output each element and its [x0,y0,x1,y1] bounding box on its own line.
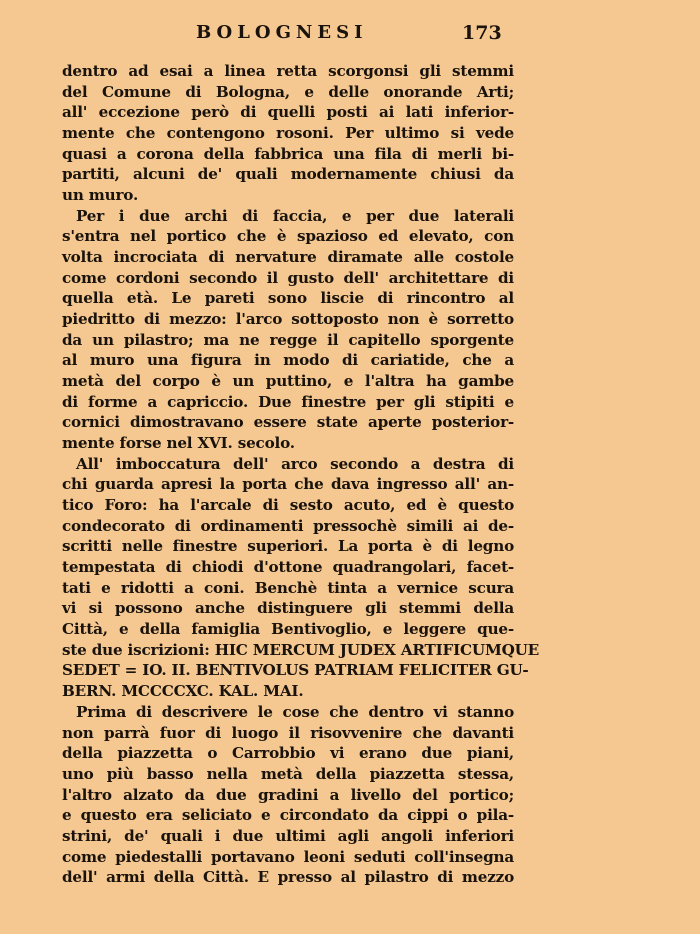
text-line: non parrà fuor di luogo il risovvenire che davanti [62,723,514,742]
text-line: SEDET = IO. II. BENTIVOLUS PATRIAM FELICITER GU- [62,661,529,680]
text-line: metà del corpo è un puttino, e l'altra ha gambe [62,372,514,391]
text-line: mente che contengono rosoni. Per ultimo si vede [62,124,514,143]
text-line: condecorato di ordinamenti pressochè simili ai de- [62,516,514,535]
text-line: Città, e della famiglia Bentivoglio, e leggere que- [62,620,514,639]
text-line: l'altro alzato da due gradini a livello del portico; [62,785,514,804]
text-line: come piedestalli portavano leoni seduti coll'insegna [62,847,514,866]
text-line: mente forse nel XVI. secolo. [62,434,295,453]
text-line: ste due iscrizioni: HIC MERCUM JUDEX ARTIFICUMQUE [62,640,540,659]
text-line: tati e ridotti a coni. Benchè tinta a vernice scura [62,578,514,597]
text-line: della piazzetta o Carrobbio vi erano due piani, [62,744,514,763]
text-line: All' imboccatura dell' arco secondo a destra di [76,454,514,473]
text-line: vi si possono anche distinguere gli stemmi della [62,599,514,618]
text-line: un muro. [62,186,139,205]
text-line: da un pilastro; ma ne regge il capitello sporgente [62,330,514,349]
text-line: e questo era seliciato e circondato da cippi o pila- [62,806,514,825]
text-line: uno più basso nella metà della piazzetta stessa, [62,764,514,783]
text-line: all' eccezione però di quelli posti ai lati inferior- [62,103,514,122]
text-line: come cordoni secondo il gusto dell' architettare di [62,268,514,287]
text-line: tico Foro: ha l'arcale di sesto acuto, ed è questo [62,496,514,515]
text-line: del Comune di Bologna, e delle onorande Arti; [62,82,514,101]
page-number: 173 [462,22,502,44]
text-line: s'entra nel portico che è spazioso ed elevato, con [62,227,514,246]
text-line: strini, de' quali i due ultimi agli angoli inferiori [62,826,514,845]
text-line: tempestata di chiodi d'ottone quadrangolari, facet- [62,558,514,577]
text-line: quella età. Le pareti sono liscie di rincontro al [62,289,514,308]
text-line: piedritto di mezzo: l'arco sottoposto non è sorretto [62,310,514,329]
text-line: quasi a corona della fabbrica una fila di merli bi- [62,144,514,163]
page-header [0,22,700,52]
text-line: chi guarda apresi la porta che dava ingresso all' an- [62,475,514,494]
text-line: partiti, alcuni de' quali modernamente chiusi da [62,165,514,184]
text-line: cornici dimostravano essere state aperte posterior- [62,413,514,432]
text-line: scritti nelle finestre superiori. La porta è di legno [62,537,514,556]
text-line: di forme a capriccio. Due finestre per gli stipiti e [62,392,514,411]
text-line: dell' armi della Città. E presso al pilastro di mezzo [62,868,514,887]
text-line: Per i due archi di faccia, e per due laterali [76,206,514,225]
body-text [62,61,540,888]
text-line: Prima di descrivere le cose che dentro vi stanno [76,702,514,721]
text-line: volta incrociata di nervature diramate alle costole [62,248,514,267]
text-line: al muro una figura in modo di cariatide, che a [62,351,514,370]
text-line: BERN. MCCCCXC. KAL. MAI. [62,682,304,701]
running-title: BOLOGNESI [196,22,368,43]
text-line: dentro ad esai a linea retta scorgonsi gli stemmi [62,62,514,80]
